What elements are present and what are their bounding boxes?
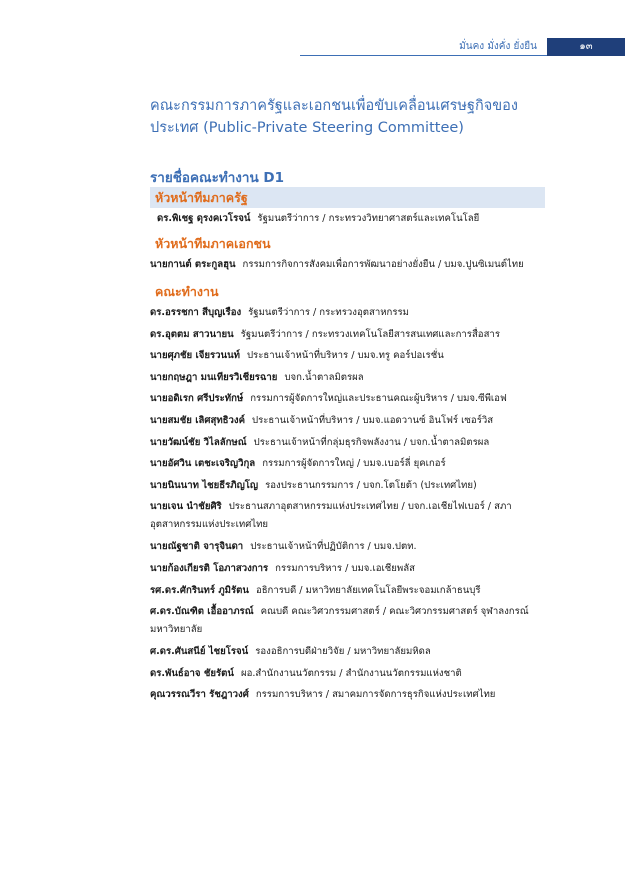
member-row	[150, 684, 545, 706]
member-role: กรรมการกิจการสังคมเพื่อการพัฒนาอย่างยั่งยืน / บมจ.ปูนซิเมนต์ไทย	[242, 259, 524, 270]
member-name: นายก้องเกียรติ โอภาสวงการ	[150, 562, 269, 574]
member-name: ดร.พิเชฐ ดุรงคเวโรจน์	[157, 213, 251, 224]
page-number: ๑๓	[547, 38, 625, 56]
member-name: นายกฤษฎา มนเทียรวิเชียรฉาย	[150, 371, 278, 383]
section-heading: คณะทำงาน	[155, 284, 219, 299]
member-role: ประธานเจ้าหน้าที่ปฏิบัติการ / บมจ.ปตท.	[250, 541, 417, 553]
member-row	[150, 558, 545, 580]
section-heading: หัวหน้าทีมภาครัฐ	[150, 187, 545, 208]
member-name: ศ.ดร.บัณฑิต เอื้ออาภรณ์	[150, 606, 254, 618]
member-name: นายศุภชัย เจียรวนนท์	[150, 350, 240, 362]
member-role: คณบดี คณะวิศวกรรมศาสตร์ / คณะวิศวกรรมศาสตร์ จุฬาลงกรณ์มหาวิทยาลัย	[150, 606, 529, 636]
member-row	[150, 410, 545, 432]
member-name: ดร.อรรชกา สีบุญเรือง	[150, 307, 242, 318]
member-role: อธิการบดี / มหาวิทยาลัยเทคโนโลยีพระจอมเกล้าธนบุรี	[255, 584, 481, 596]
member-role: รัฐมนตรีว่าการ / กระทรวงเทคโนโลยีสารสนเทศและการสื่อสาร	[240, 328, 500, 340]
member-name: นายสมชัย เลิศสุทธิวงค์	[150, 414, 245, 426]
member-name: ดร.อุตตม สาวนายน	[150, 328, 234, 340]
member-row	[150, 324, 545, 346]
member-role: ประธานเจ้าหน้าที่กลุ่มธุรกิจพลังงาน / บจก.น้ำตาลมิตรผล	[253, 436, 490, 448]
section-government-lead	[150, 187, 545, 230]
member-name: นายวัฒน์ชัย วิไลลักษณ์	[150, 436, 247, 448]
member-role: รองประธานกรรมการ / บจก.โตโยต้า (ประเทศไทย)	[265, 479, 477, 491]
page-header	[0, 38, 625, 56]
member-name: คุณวรรณวีรา รัชฎาวงศ์	[150, 689, 249, 701]
member-row	[150, 641, 545, 663]
member-row	[150, 536, 545, 558]
working-group-title: รายชื่อคณะทำงาน D1	[150, 170, 284, 186]
member-role: ประธานเจ้าหน้าที่บริหาร / บมจ.แอดวานซ์ อินโฟร์ เซอร์วิส	[252, 414, 494, 426]
member-row	[150, 475, 545, 497]
member-row	[150, 208, 545, 230]
member-row	[150, 601, 545, 641]
member-row	[150, 254, 545, 276]
member-role: บจก.น้ำตาลมิตรผล	[284, 371, 364, 383]
member-role: ประธานสภาอุตสาหกรรมแห่งประเทศไทย / บจก.เอเชียไฟเบอร์ / สภาอุตสาหกรรมแห่งประเทศไทย	[150, 501, 512, 531]
member-name: นายณัฐชาติ จารุจินดา	[150, 541, 244, 553]
member-row	[150, 367, 545, 389]
member-row	[150, 302, 545, 324]
member-role: กรรมการบริหาร / บมจ.เอเชียพลัส	[275, 562, 415, 574]
member-name: นายกานต์ ตระกูลฮุน	[150, 259, 236, 270]
member-name: ดร.พันธ์อาจ ชัยรัตน์	[150, 667, 234, 679]
member-row	[150, 345, 545, 367]
member-row	[150, 388, 545, 410]
document-heading	[150, 95, 550, 187]
section-working-group	[150, 281, 545, 706]
member-role: กรรมการผู้จัดการใหญ่ / บมจ.เบอร์ลี่ ยุคเกอร์	[262, 458, 446, 470]
member-name: รศ.ดร.ศักรินทร์ ภูมิรัตน	[150, 584, 249, 596]
member-row	[150, 580, 545, 602]
member-name: นายอดิเรก ศรีประทักษ์	[150, 393, 244, 405]
document-title: คณะกรรมการภาครัฐและเอกชนเพื่อขับเคลื่อนเศรษฐกิจของประเทศ (Public-Private Steering Committee)	[150, 98, 518, 136]
member-row	[150, 663, 545, 685]
member-role: รัฐมนตรีว่าการ / กระทรวงวิทยาศาสตร์และเทคโนโลยี	[257, 213, 480, 224]
section-private-lead	[150, 233, 545, 276]
running-title: มั่นคง มั่งคั่ง ยั่งยืน	[459, 41, 537, 52]
member-name: นายอัศวิน เตชะเจริญวิกุล	[150, 458, 256, 470]
member-role: รัฐมนตรีว่าการ / กระทรวงอุตสาหกรรม	[248, 307, 409, 318]
member-role: รองอธิการบดีฝ่ายวิจัย / มหาวิทยาลัยมหิดล	[255, 646, 431, 658]
member-role: ประธานเจ้าหน้าที่บริหาร / บมจ.ทรู คอร์ปอเรชั่น	[246, 350, 444, 362]
member-row	[150, 432, 545, 454]
member-row	[150, 496, 545, 536]
member-name: นายเจน นำชัยศิริ	[150, 501, 222, 513]
member-name: ศ.ดร.ศันสนีย์ ไชยโรจน์	[150, 646, 249, 658]
section-heading: หัวหน้าทีมภาคเอกชน	[155, 236, 271, 251]
member-row	[150, 453, 545, 475]
member-role: ผอ.สำนักงานนวัตกรรม / สำนักงานนวัตกรรมแห่งชาติ	[240, 667, 462, 679]
member-role: กรรมการบริหาร / สมาคมการจัดการธุรกิจแห่งประเทศไทย	[255, 689, 496, 701]
member-role: กรรมการผู้จัดการใหญ่และประธานคณะผู้บริหาร / บมจ.ซีพีเอฟ	[250, 393, 507, 405]
member-name: นายนินนาท ไชยธีรภิญโญ	[150, 479, 259, 491]
